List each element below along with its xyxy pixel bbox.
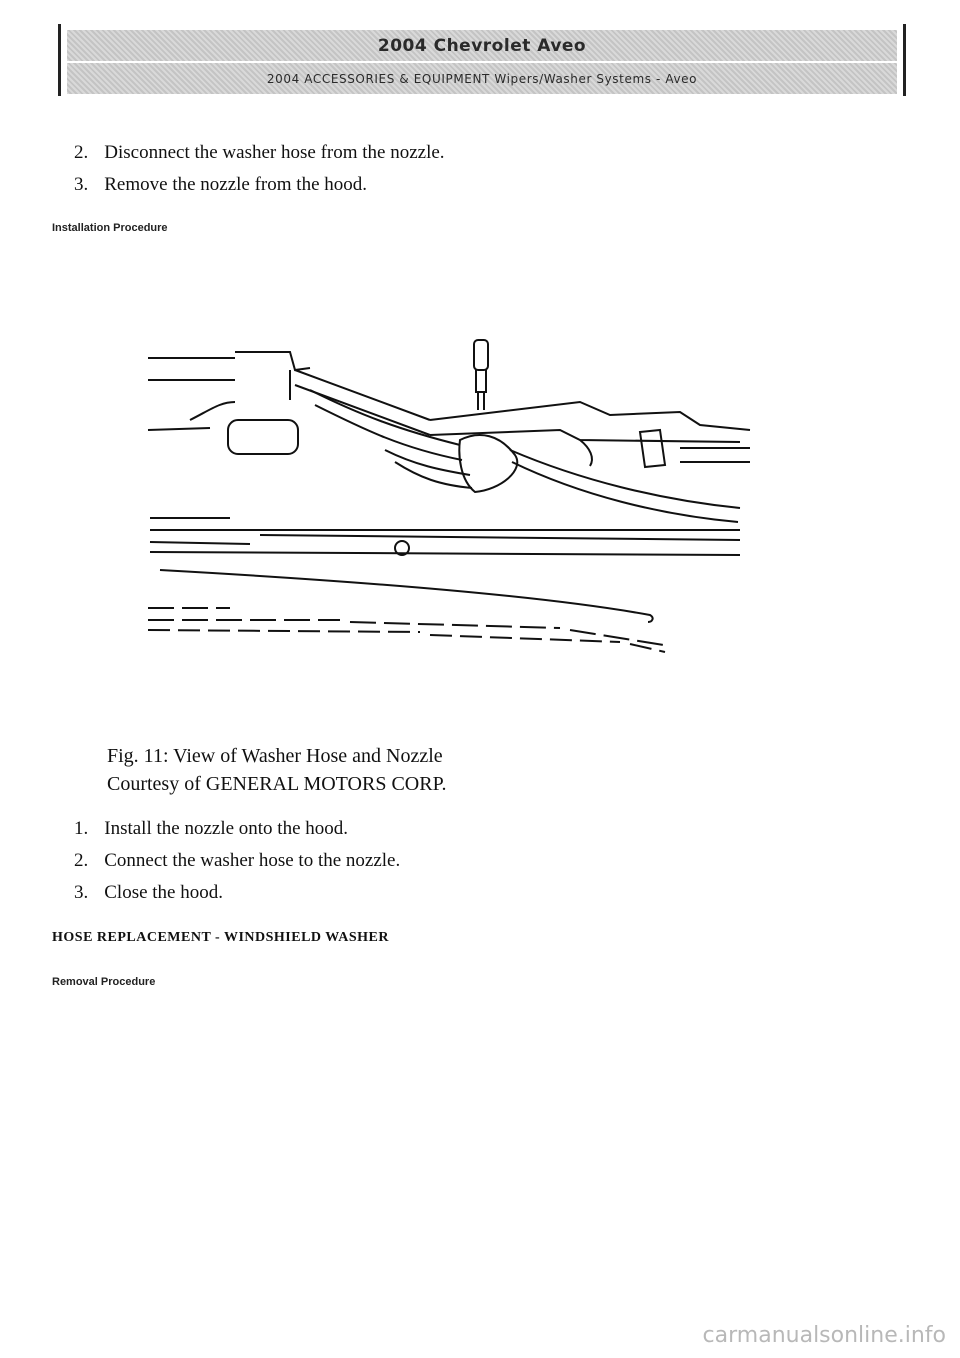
step-number: 2.	[74, 850, 89, 871]
step-number: 1.	[74, 818, 89, 839]
installation-heading: Installation Procedure	[52, 222, 168, 234]
installation-step-1	[74, 818, 348, 840]
installation-step-2	[74, 850, 400, 872]
removal-heading: Removal Procedure	[52, 976, 156, 988]
step-number: 3.	[74, 882, 89, 903]
figure-caption	[107, 742, 446, 798]
removal-step-3	[74, 174, 367, 196]
step-number: 2.	[74, 142, 89, 163]
step-text: Remove the nozzle from the hood.	[104, 174, 368, 195]
header-title: 2004 Chevrolet Aveo	[67, 30, 897, 61]
step-number: 3.	[74, 174, 89, 195]
page-header	[58, 24, 906, 96]
watermark: carmanualsonline.info	[702, 1323, 946, 1348]
caption-credit: Courtesy of GENERAL MOTORS CORP.	[107, 773, 447, 795]
caption-title: Fig. 11: View of Washer Hose and Nozzle	[107, 745, 443, 767]
header-subtitle: 2004 ACCESSORIES & EQUIPMENT Wipers/Washer Systems - Aveo	[67, 63, 897, 94]
removal-step-2	[74, 142, 445, 164]
section-title: HOSE REPLACEMENT - WINDSHIELD WASHER	[52, 930, 389, 945]
step-text: Connect the washer hose to the nozzle.	[104, 850, 401, 871]
step-text: Close the hood.	[104, 882, 223, 903]
step-text: Disconnect the washer hose from the nozzle.	[104, 142, 445, 163]
step-text: Install the nozzle onto the hood.	[104, 818, 349, 839]
washer-hose-nozzle-illustration	[140, 330, 760, 670]
installation-step-3	[74, 882, 223, 904]
